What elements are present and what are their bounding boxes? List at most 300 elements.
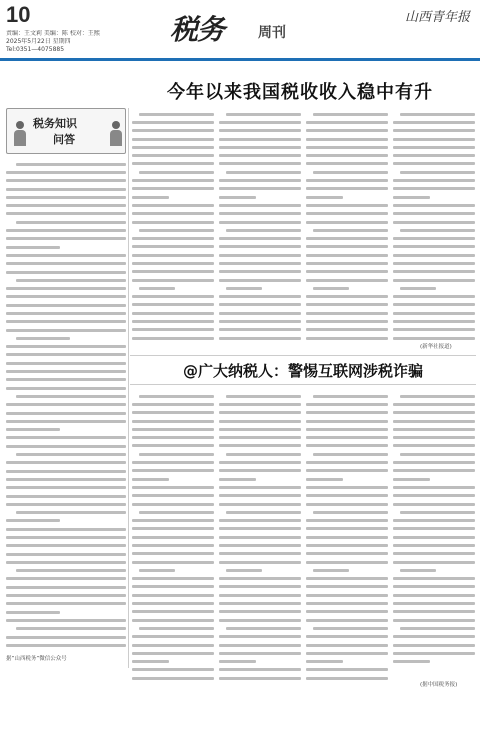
text-line	[393, 201, 475, 209]
text-line	[393, 442, 475, 450]
text-line	[393, 392, 475, 400]
text-line	[393, 226, 475, 234]
text-line	[306, 541, 388, 549]
masthead-main: 税务	[170, 13, 225, 46]
text-line	[306, 210, 388, 218]
text-line	[306, 624, 388, 632]
text-line	[219, 608, 301, 616]
text-line	[6, 301, 126, 309]
text-line	[132, 293, 214, 301]
text-line	[306, 110, 388, 118]
text-line	[306, 168, 388, 176]
text-line	[219, 135, 301, 143]
text-line	[132, 483, 214, 491]
text-line	[6, 276, 126, 284]
text-line	[6, 226, 126, 234]
text-line	[393, 259, 475, 267]
text-line	[306, 193, 388, 201]
text-line	[306, 317, 388, 325]
text-line	[306, 151, 388, 159]
article-headline-tax-revenue: 今年以来我国税收收入稳中有升	[167, 82, 433, 103]
text-line	[393, 641, 475, 649]
text-line	[6, 384, 126, 392]
text-line	[6, 558, 126, 566]
text-line	[393, 583, 475, 591]
text-line	[393, 475, 475, 483]
text-line	[6, 442, 126, 450]
text-line	[6, 235, 126, 243]
text-line	[393, 334, 475, 340]
text-line	[393, 276, 475, 284]
text-line	[219, 151, 301, 159]
text-line	[132, 409, 214, 417]
person-icon	[11, 121, 29, 147]
text-line	[219, 450, 301, 458]
text-line	[393, 127, 475, 135]
text-line	[132, 641, 214, 649]
text-line	[132, 633, 214, 641]
text-line	[219, 143, 301, 151]
text-line	[393, 293, 475, 301]
text-line	[306, 309, 388, 317]
text-line	[393, 533, 475, 541]
text-line	[132, 467, 214, 475]
text-line	[6, 160, 126, 168]
text-line	[219, 334, 301, 342]
text-line	[306, 442, 388, 450]
text-line	[393, 110, 475, 118]
text-line	[219, 243, 301, 251]
text-line	[393, 409, 475, 417]
text-line	[132, 599, 214, 607]
qa-title-box	[6, 108, 126, 154]
text-line	[6, 210, 126, 218]
text-line	[393, 425, 475, 433]
text-line	[219, 599, 301, 607]
text-line	[393, 400, 475, 408]
text-line	[393, 160, 475, 168]
text-line	[132, 251, 214, 259]
text-line	[132, 658, 214, 666]
text-line	[219, 442, 301, 450]
text-line	[306, 201, 388, 209]
text-line	[306, 185, 388, 193]
text-line	[219, 392, 301, 400]
text-line	[306, 334, 388, 342]
text-line	[306, 425, 388, 433]
qa-title-line1: 税务知识	[33, 117, 77, 130]
text-line	[132, 525, 214, 533]
text-line	[132, 666, 214, 674]
text-line	[306, 467, 388, 475]
text-line	[6, 492, 126, 500]
text-line	[393, 193, 475, 201]
text-line	[393, 326, 475, 334]
text-line	[393, 492, 475, 500]
text-line	[306, 127, 388, 135]
text-line	[219, 234, 301, 242]
text-line	[306, 160, 388, 168]
text-line	[6, 583, 126, 591]
column-divider	[128, 108, 129, 668]
text-line	[132, 508, 214, 516]
text-line	[393, 168, 475, 176]
text-line	[132, 433, 214, 441]
text-line	[132, 210, 214, 218]
text-line	[393, 500, 475, 508]
text-line	[219, 400, 301, 408]
text-line	[132, 417, 214, 425]
text-line	[132, 591, 214, 599]
text-line	[6, 575, 126, 583]
text-line	[306, 259, 388, 267]
text-line	[6, 218, 126, 226]
text-line	[306, 666, 388, 674]
text-line	[132, 334, 214, 342]
text-line	[219, 417, 301, 425]
article2-column	[306, 392, 388, 692]
text-line	[219, 624, 301, 632]
text-line	[306, 417, 388, 425]
text-line	[132, 392, 214, 400]
text-line	[6, 608, 126, 616]
text-line	[219, 550, 301, 558]
text-line	[393, 251, 475, 259]
text-line	[6, 459, 126, 467]
text-line	[6, 401, 126, 409]
text-line	[393, 417, 475, 425]
text-line	[393, 566, 475, 574]
text-line	[219, 309, 301, 317]
text-line	[132, 226, 214, 234]
text-line	[306, 234, 388, 242]
text-line	[219, 433, 301, 441]
text-line	[393, 616, 475, 624]
text-line	[393, 550, 475, 558]
text-line	[132, 284, 214, 292]
text-line	[132, 400, 214, 408]
text-line	[132, 168, 214, 176]
text-line	[6, 484, 126, 492]
text-line	[132, 558, 214, 566]
text-line	[393, 525, 475, 533]
text-line	[219, 210, 301, 218]
text-line	[132, 143, 214, 151]
text-line	[306, 575, 388, 583]
text-line	[132, 458, 214, 466]
text-line	[393, 176, 475, 184]
text-line	[132, 566, 214, 574]
text-line	[6, 343, 126, 351]
text-line	[132, 301, 214, 309]
text-line	[132, 110, 214, 118]
text-line	[219, 259, 301, 267]
text-line	[132, 442, 214, 450]
text-line	[6, 392, 126, 400]
person-icon	[107, 121, 125, 147]
text-line	[6, 177, 126, 185]
text-line	[132, 326, 214, 334]
text-line	[393, 483, 475, 491]
text-line	[6, 625, 126, 633]
text-line	[306, 400, 388, 408]
text-line	[306, 135, 388, 143]
text-line	[219, 533, 301, 541]
text-line	[306, 226, 388, 234]
text-line	[219, 674, 301, 682]
text-line	[393, 185, 475, 193]
text-line	[219, 649, 301, 657]
text-line	[306, 500, 388, 508]
text-line	[132, 118, 214, 126]
text-line	[306, 608, 388, 616]
text-line	[219, 666, 301, 674]
text-line	[6, 591, 126, 599]
text-line	[6, 268, 126, 276]
text-line	[306, 483, 388, 491]
text-line	[393, 624, 475, 632]
text-line	[219, 276, 301, 284]
text-line	[6, 168, 126, 176]
text-line	[132, 135, 214, 143]
text-line	[393, 309, 475, 317]
text-line	[306, 326, 388, 334]
text-line	[219, 218, 301, 226]
text-line	[219, 558, 301, 566]
text-line	[6, 367, 126, 375]
text-line	[6, 351, 126, 359]
text-line	[393, 467, 475, 475]
text-line	[393, 575, 475, 583]
text-line	[6, 318, 126, 326]
text-line	[6, 376, 126, 384]
text-line	[219, 641, 301, 649]
text-line	[132, 243, 214, 251]
text-line	[393, 301, 475, 309]
text-line	[219, 467, 301, 475]
text-line	[393, 633, 475, 641]
article2-source: (据中国税务报)	[420, 682, 458, 688]
qa-title-line2: 问答	[53, 133, 75, 146]
text-line	[306, 118, 388, 126]
meta-line: Tel:0351—4075885	[6, 46, 65, 53]
text-line	[132, 674, 214, 682]
newspaper-logo: 山西青年报	[404, 10, 470, 25]
article1-column	[219, 110, 301, 350]
text-line	[219, 251, 301, 259]
text-line	[219, 226, 301, 234]
text-line	[132, 450, 214, 458]
text-line	[219, 616, 301, 624]
text-line	[132, 185, 214, 193]
text-line	[306, 599, 388, 607]
text-line	[6, 417, 126, 425]
text-line	[6, 260, 126, 268]
text-line	[393, 541, 475, 549]
text-line	[306, 508, 388, 516]
qa-column	[6, 108, 126, 668]
text-line	[306, 243, 388, 251]
text-line	[306, 433, 388, 441]
text-line	[6, 309, 126, 317]
page-header	[0, 0, 480, 62]
text-line	[219, 284, 301, 292]
text-line	[6, 525, 126, 533]
section-masthead	[170, 8, 320, 48]
text-line	[393, 135, 475, 143]
text-line	[306, 143, 388, 151]
text-line	[393, 658, 475, 666]
text-line	[306, 251, 388, 259]
text-line	[306, 458, 388, 466]
article-headline-fraud-warning: @广大纳税人：警惕互联网涉税诈骗	[182, 362, 423, 380]
text-line	[219, 301, 301, 309]
text-line	[219, 268, 301, 276]
text-line	[6, 409, 126, 417]
text-line	[132, 317, 214, 325]
text-line	[306, 649, 388, 657]
text-line	[6, 201, 126, 209]
text-line	[306, 176, 388, 184]
text-line	[393, 218, 475, 226]
text-line	[6, 359, 126, 367]
text-line	[393, 433, 475, 441]
text-line	[6, 567, 126, 575]
text-line	[306, 284, 388, 292]
text-line	[132, 193, 214, 201]
text-line	[132, 201, 214, 209]
text-line	[306, 658, 388, 666]
text-line	[6, 600, 126, 608]
text-line	[132, 234, 214, 242]
text-line	[132, 533, 214, 541]
text-line	[393, 608, 475, 616]
text-line	[306, 525, 388, 533]
text-line	[306, 475, 388, 483]
text-line	[6, 517, 126, 525]
text-line	[219, 409, 301, 417]
text-line	[219, 185, 301, 193]
text-line	[132, 176, 214, 184]
text-line	[393, 666, 475, 667]
text-line	[306, 516, 388, 524]
text-line	[219, 326, 301, 334]
masthead-sub: 周刊	[258, 25, 286, 41]
text-line	[6, 293, 126, 301]
text-line	[132, 624, 214, 632]
text-line	[306, 409, 388, 417]
text-line	[393, 317, 475, 325]
text-line	[219, 110, 301, 118]
text-line	[6, 641, 126, 649]
text-line	[132, 276, 214, 284]
meta-line: 2025年5月22日 星期四	[6, 38, 71, 45]
text-line	[219, 525, 301, 533]
issue-meta	[6, 30, 126, 54]
text-line	[306, 450, 388, 458]
text-line	[306, 616, 388, 624]
text-line	[132, 425, 214, 433]
qa-body-text	[6, 160, 126, 650]
text-line	[132, 160, 214, 168]
text-line	[393, 234, 475, 242]
text-line	[393, 151, 475, 159]
article2-banner	[130, 355, 476, 385]
text-line	[306, 591, 388, 599]
text-line	[306, 633, 388, 641]
text-line	[219, 541, 301, 549]
text-line	[219, 483, 301, 491]
text-line	[132, 575, 214, 583]
text-line	[6, 533, 126, 541]
text-line	[219, 566, 301, 574]
text-line	[6, 616, 126, 624]
article1-column	[306, 110, 388, 350]
text-line	[6, 542, 126, 550]
text-line	[6, 185, 126, 193]
text-line	[6, 550, 126, 558]
text-line	[393, 450, 475, 458]
text-line	[6, 326, 126, 334]
text-line	[393, 458, 475, 466]
text-line	[6, 243, 126, 251]
text-line	[306, 293, 388, 301]
text-line	[132, 151, 214, 159]
text-line	[132, 550, 214, 558]
text-line	[219, 575, 301, 583]
text-line	[306, 533, 388, 541]
text-line	[306, 558, 388, 566]
text-line	[219, 201, 301, 209]
text-line	[306, 674, 388, 682]
text-line	[393, 516, 475, 524]
article2-column	[132, 392, 214, 692]
text-line	[132, 492, 214, 500]
article2-column	[219, 392, 301, 692]
text-line	[393, 243, 475, 251]
article2-column	[393, 392, 475, 667]
text-line	[6, 508, 126, 516]
page-number: 10	[6, 2, 31, 27]
text-line	[393, 508, 475, 516]
text-line	[306, 276, 388, 284]
text-line	[132, 259, 214, 267]
text-line	[219, 492, 301, 500]
text-line	[219, 293, 301, 301]
text-line	[219, 425, 301, 433]
text-line	[393, 268, 475, 276]
text-line	[306, 550, 388, 558]
text-line	[219, 658, 301, 666]
text-line	[219, 508, 301, 516]
text-line	[219, 500, 301, 508]
text-line	[393, 284, 475, 292]
text-line	[306, 392, 388, 400]
text-line	[132, 500, 214, 508]
text-line	[132, 127, 214, 135]
text-line	[132, 541, 214, 549]
text-line	[6, 193, 126, 201]
text-line	[306, 583, 388, 591]
text-line	[393, 649, 475, 657]
article1-source: (新华社报道)	[420, 344, 452, 350]
text-line	[219, 118, 301, 126]
text-line	[132, 268, 214, 276]
text-line	[219, 193, 301, 201]
text-line	[219, 127, 301, 135]
qa-source: 据”山西税务”微信公众号	[6, 656, 67, 662]
meta-line: 责编：王文莉 美编：陈 校对：王熙	[6, 30, 100, 37]
